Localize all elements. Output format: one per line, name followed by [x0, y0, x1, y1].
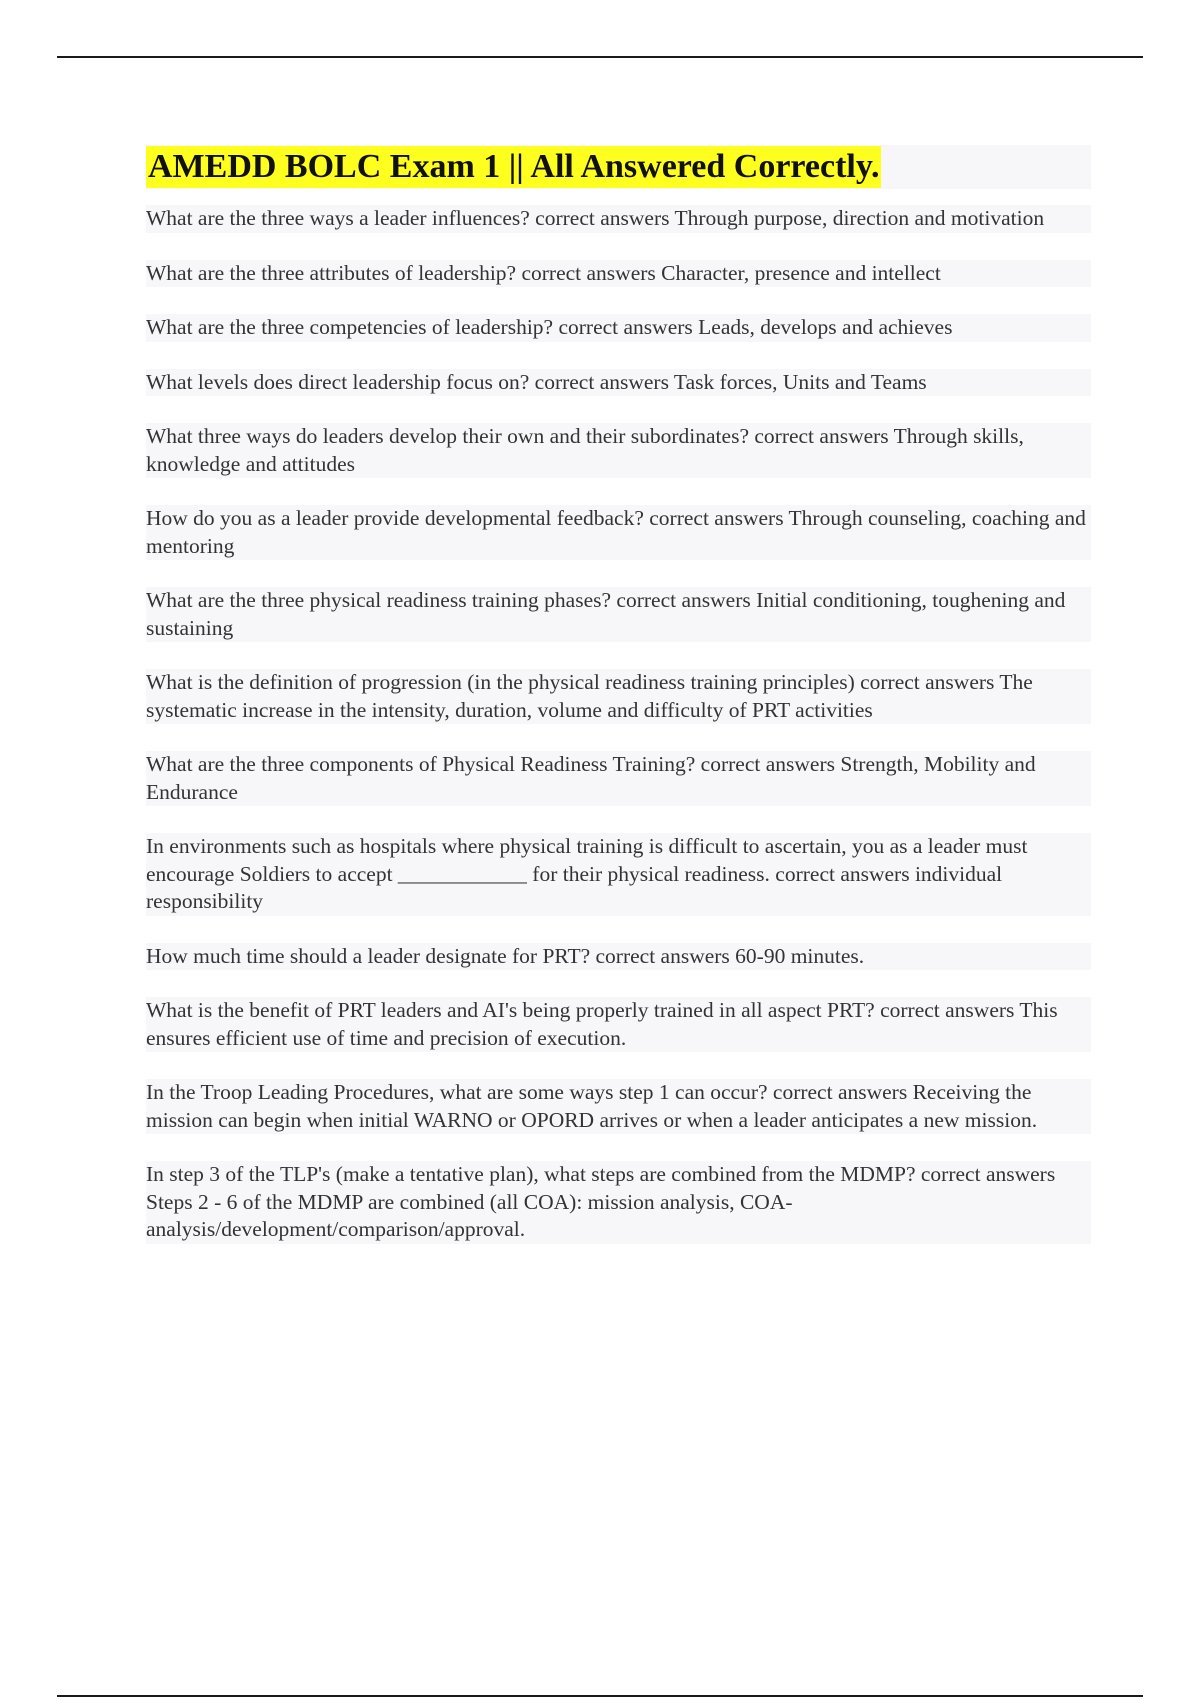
- qa-item: What is the definition of progression (in the physical readiness training principles) correct answers The systematic increase in the intensity, duration, volume and difficulty of PRT activities: [146, 669, 1091, 724]
- qa-item: How do you as a leader provide developmental feedback? correct answers Through counseling, coaching and mentoring: [146, 505, 1091, 560]
- qa-item: How much time should a leader designate for PRT? correct answers 60-90 minutes.: [146, 943, 1091, 971]
- qa-item: In the Troop Leading Procedures, what are some ways step 1 can occur? correct answers Receiving the mission can begin when initial WARNO or OPORD arrives or when a leader anticipates a new mission.: [146, 1079, 1091, 1134]
- qa-item: What are the three attributes of leadership? correct answers Character, presence and intellect: [146, 260, 1091, 288]
- qa-item: In step 3 of the TLP's (make a tentative plan), what steps are combined from the MDMP? correct answers Steps 2 - 6 of the MDMP are combined (all COA): mission analysis, COA-analysis/development/comparison/approval.: [146, 1161, 1091, 1244]
- qa-item: What levels does direct leadership focus on? correct answers Task forces, Units and Teams: [146, 369, 1091, 397]
- qa-item: What are the three competencies of leadership? correct answers Leads, develops and achieves: [146, 314, 1091, 342]
- document-body: [146, 145, 1091, 1271]
- qa-item: In environments such as hospitals where physical training is difficult to ascertain, you as a leader must encourage Soldiers to accept ____________ for their physical readiness. correct answers individual responsibility: [146, 833, 1091, 916]
- qa-item: What are the three ways a leader influences? correct answers Through purpose, direction and motivation: [146, 205, 1091, 233]
- qa-item: What three ways do leaders develop their own and their subordinates? correct answers Through skills, knowledge and attitudes: [146, 423, 1091, 478]
- document-title: AMEDD BOLC Exam 1 || All Answered Correctly.: [146, 146, 881, 188]
- qa-item: What is the benefit of PRT leaders and AI's being properly trained in all aspect PRT? correct answers This ensures efficient use of time and precision of execution.: [146, 997, 1091, 1052]
- title-band: [146, 145, 1091, 189]
- header-rule: [57, 56, 1143, 58]
- footer-rule: [57, 1695, 1143, 1697]
- qa-item: What are the three components of Physical Readiness Training? correct answers Strength, Mobility and Endurance: [146, 751, 1091, 806]
- qa-list: [146, 205, 1091, 1244]
- qa-item: What are the three physical readiness training phases? correct answers Initial conditioning, toughening and sustaining: [146, 587, 1091, 642]
